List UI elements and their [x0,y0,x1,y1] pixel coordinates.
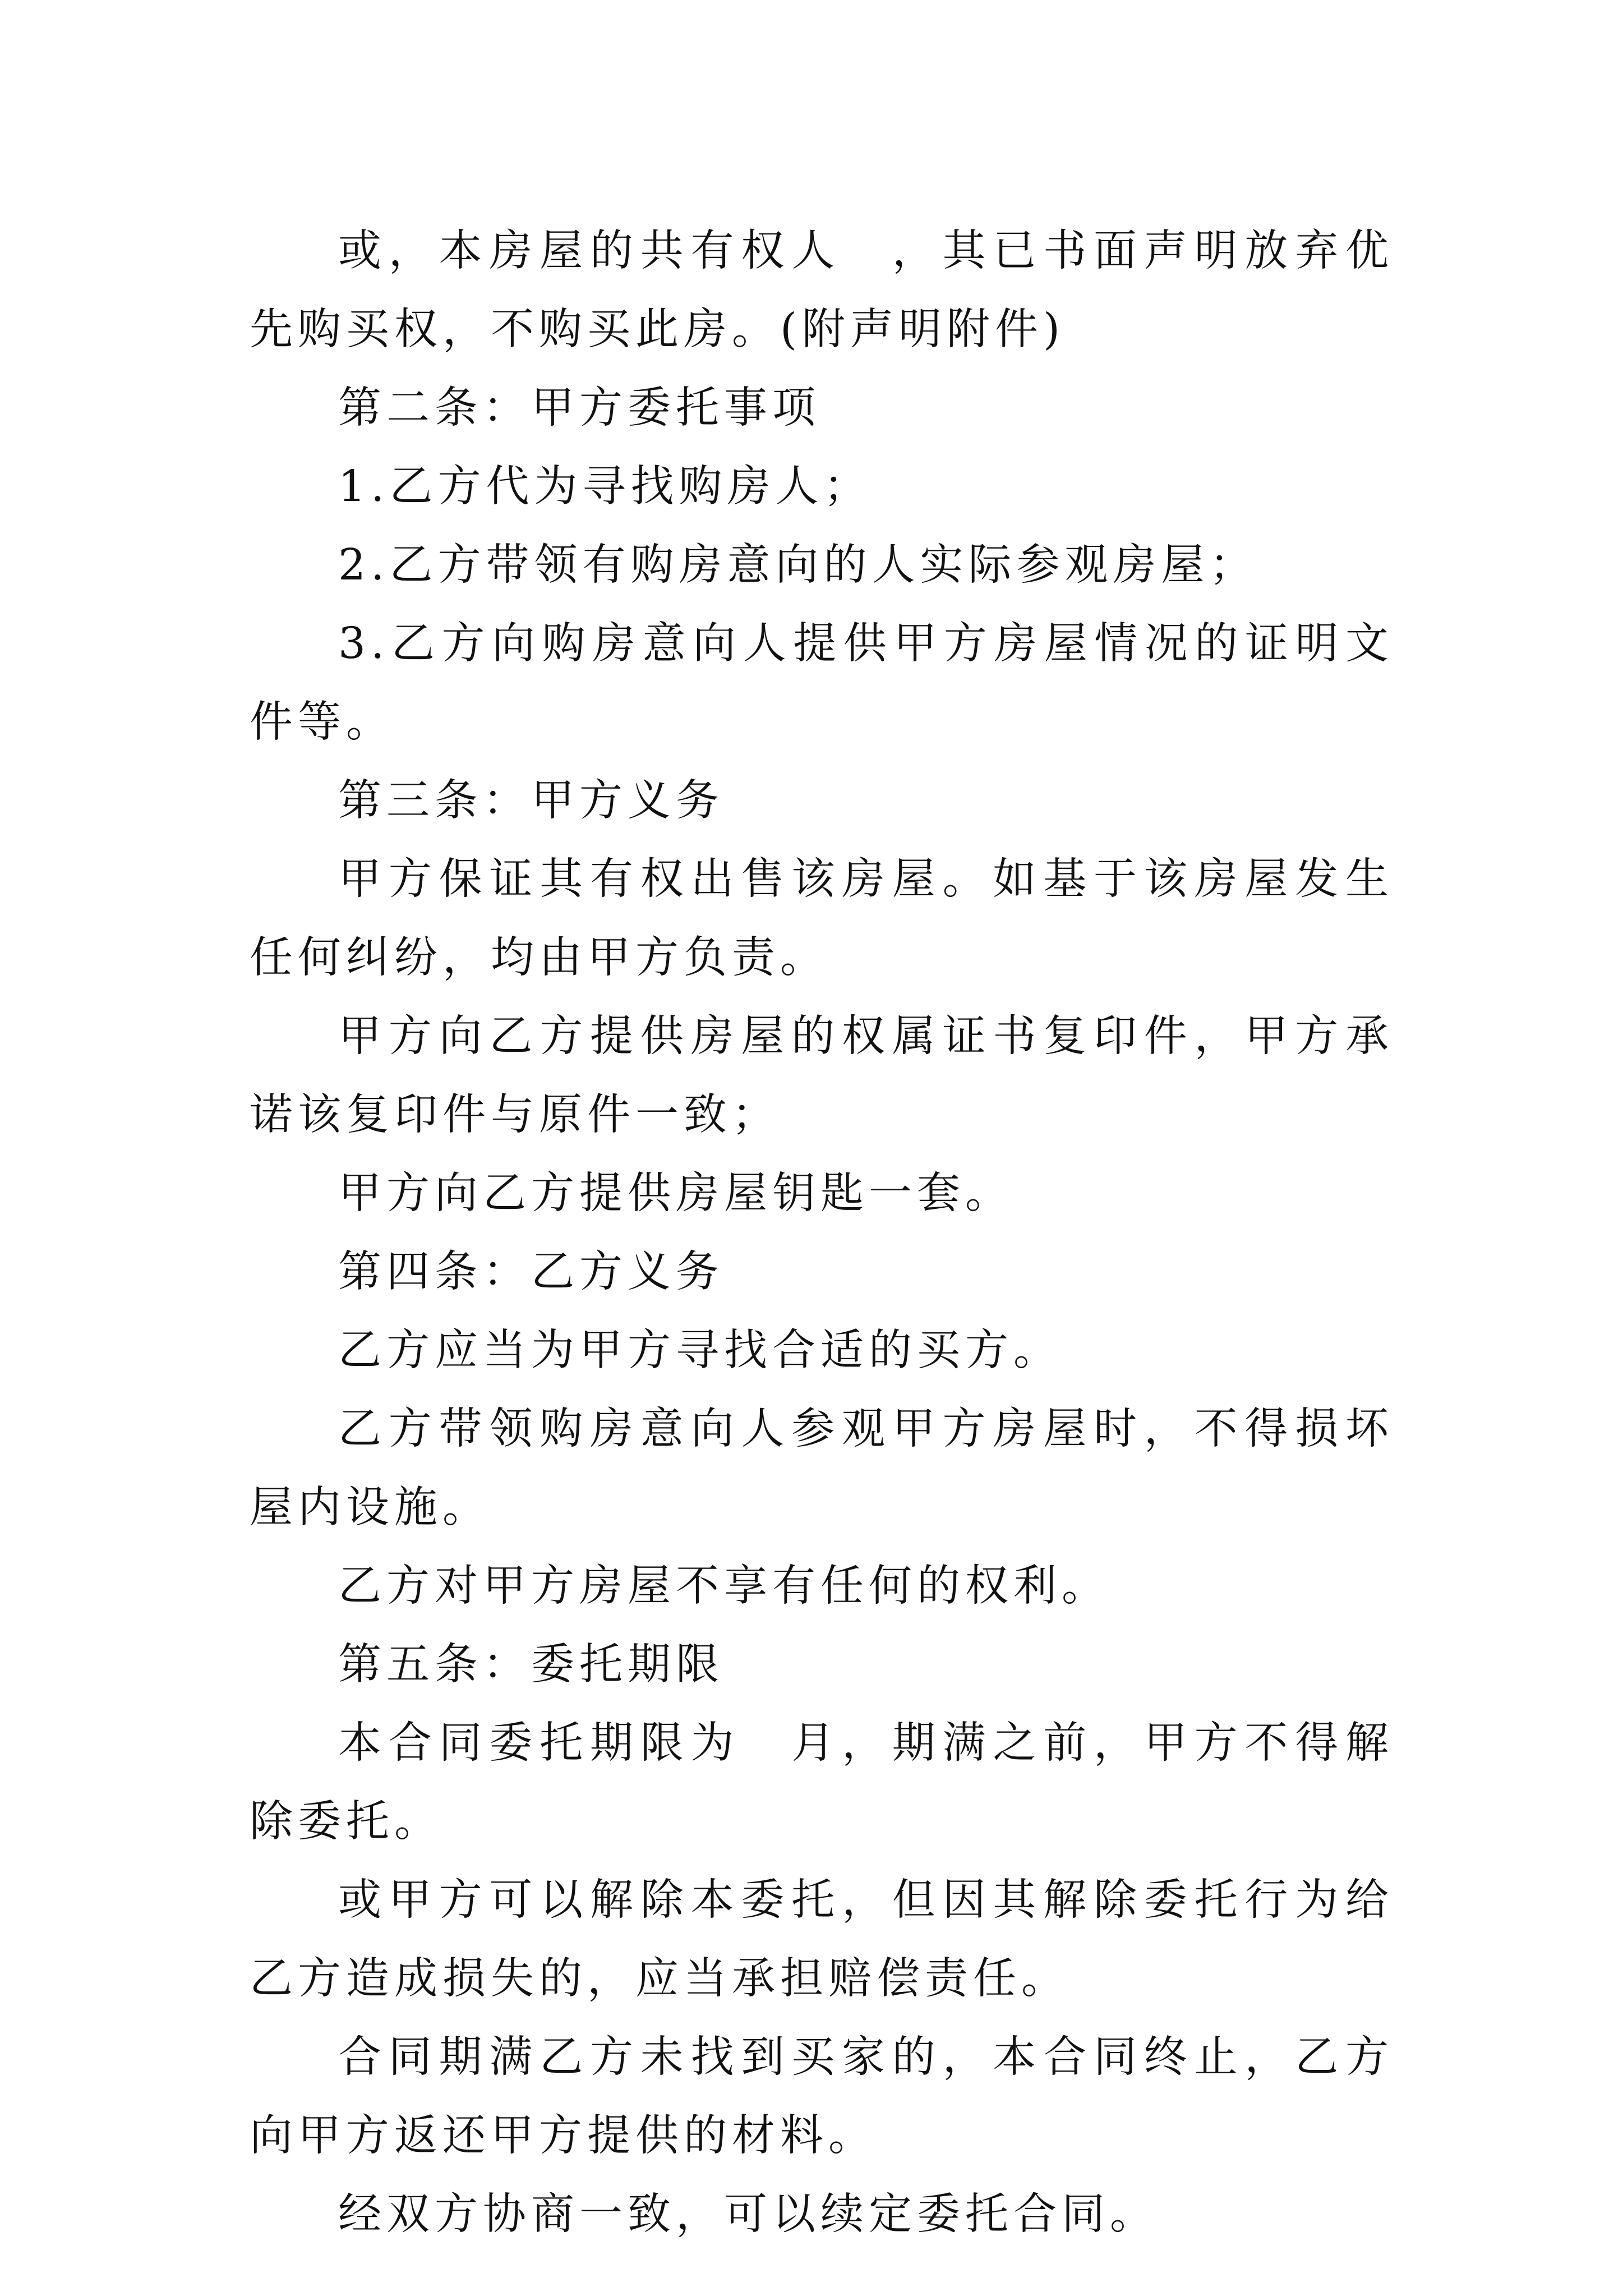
list-item-1: 1.乙方代为寻找购房人； [338,462,872,512]
list-item-2: 2.乙方带领有购房意向的人实际参观房屋； [338,540,1258,590]
paragraph-renewal: 经双方协商一致，可以续定委托合同。 [338,2189,1158,2239]
paragraph-co-owner-waiver: 或，本房屋的共有权人 ，其已书面声明放弃优先购买权，不购买此房。(附声明附件) [250,226,1394,355]
paragraph-find-buyer: 乙方应当为甲方寻找合适的买方。 [338,1326,1062,1375]
paragraph-house-keys: 甲方向乙方提供房屋钥匙一套。 [338,1168,1013,1218]
heading-article-4: 第四条：乙方义务 [338,1247,724,1297]
paragraph-certificate-copy: 甲方向乙方提供房屋的权属证书复印件，甲方承诺该复印件与原件一致； [250,1011,1394,1140]
paragraph-no-rights: 乙方对甲方房屋不享有任何的权利。 [338,1561,1110,1611]
paragraph-party-a-guarantee: 甲方保证其有权出售该房屋。如基于该房屋发生任何纠纷，均由甲方负责。 [250,854,1394,983]
heading-article-3: 第三条：甲方义务 [338,776,724,826]
heading-article-2: 第二条：甲方委托事项 [338,383,820,433]
document-body [250,212,1394,2254]
heading-article-5: 第五条：委托期限 [338,1640,724,1690]
paragraph-no-damage: 乙方带领购房意向人参观甲方房屋时，不得损坏屋内设施。 [250,1404,1394,1533]
paragraph-expiry: 合同期满乙方未找到买家的，本合同终止，乙方向甲方返还甲方提供的材料。 [250,2032,1394,2161]
paragraph-term: 本合同委托期限为 月，期满之前，甲方不得解除委托。 [250,1718,1394,1847]
list-item-3: 3.乙方向购房意向人提供甲方房屋情况的证明文件等。 [250,619,1394,747]
paragraph-termination: 或甲方可以解除本委托，但因其解除委托行为给乙方造成损失的，应当承担赔偿责任。 [250,1875,1394,2004]
